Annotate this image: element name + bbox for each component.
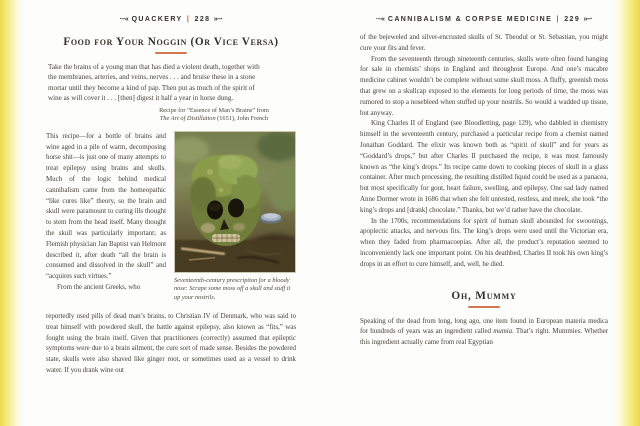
full-width-paragraph: reportedly used pills of dead man’s brains, to Christian IV of Denmark, who was said to treat himself with powdered skull, the battle against epilepsy, also known as “fits,” was fought using the brain itself. Given that practitioners (correctly) assumed that epileptic symptoms were due to a brain ailment, the cure sort of made sense. Besides the powdered state, skulls were also shaved like ginger root, or sometimes used as a vessel to drink water. If you drank wine out: [46, 312, 296, 374]
left-running-head: [46, 16, 296, 23]
body-paragraph: Speaking of the dead from long, long ago, one item found in European materia medica for hundreds of years was an ingredient called mumia. That’s right. Mummies. Whether this ingredient actually came from real Egyptian: [360, 316, 608, 347]
header-ornament-right-icon: »–·: [583, 16, 593, 23]
right-page-number: 229: [564, 16, 581, 23]
header-separator: |: [556, 16, 560, 23]
section-subheading: Oh, Mummy: [451, 289, 517, 302]
left-page: [46, 16, 296, 376]
attribution-line2: The Art of Distillation (1651), John French: [159, 115, 269, 123]
body-paragraph: From the seventeenth through nineteenth centuries, skulls were often found hanging for sale in chemists’ shops in England and throughout Europe. And one’s macabre medicine cabinet wouldn’t be complete without some skull moss. A fluffy, greenish moss that grew on a skullcap exposed to the elements for long periods of time, the moss was rumored to stop a nosebleed when stuffed up your nostrils. So would a wadded up tissue, but anyway.: [360, 54, 608, 117]
left-page-edge-gilding: [0, 0, 24, 426]
right-header-title: CANNIBALISM & CORPSE MEDICINE: [387, 16, 553, 23]
left-header-title: QUACKERY: [131, 16, 183, 23]
body-paragraph: of the bejeweled and silver-encrusted skulls of St. Theodul or St. Sebastian, you might cure your fits and fever.: [360, 33, 608, 52]
narrow-text-column: [46, 131, 166, 302]
photo-caption: Seventeenth-century prescription for a bloody nose: Scrape some moss off a skull and stuff it up your nostrils.: [174, 276, 291, 301]
header-separator: |: [186, 16, 191, 23]
header-ornament-right-icon: »–·: [213, 16, 223, 23]
article-title: Food for Your Noggin (Or Vice Versa): [63, 36, 279, 48]
body-paragraph: King Charles II of England (see Bloodletting, page 129), who dabbled in chemistry himself in the seventeenth century, purchased a particular recipe from a chemist named Jonathan Goddard. The elixir was known both as “spirit of skull” and for years as “Goddard’s drops,” but after Charles II purchased the recipe, it was most famously known as “the king’s drops.” Its recipe came down to cooking pieces of skull in a glass container. After much processing, the resulting distilled liquid could be used as a panacea, but most specifically for gout, heart failure, swelling, and epilepsy. One sad lady named Anne Dormer wrote in 1686 that when she felt unrested, restless, and meek, she took “the king’s drops and [drank] chocolate.” Thanks, but we’d rather have the chocolate.: [360, 119, 608, 214]
right-page: [360, 16, 608, 348]
text-and-photo-row: [46, 131, 296, 302]
right-running-head: [360, 16, 608, 23]
moss-skull-illustration-icon: [175, 132, 295, 272]
body-paragraph: In the 1700s, recommendations for spirit of human skull abounded for swoonings, apoplectic attacks, and nervous fits. The king’s drops were used until the Victorian era, when they faded from pharmacoepias. After all, the product’s reputation seemed to inconveniently lack one important point. On his deathbed, Charles II took his own king’s drops in an effort to cure himself, and, well, he died.: [360, 216, 608, 268]
body-paragraph: This recipe—for a bottle of brains and wine aged in a pile of warm, decomposing horse shit—is just one of many attempts to treat epilepsy using brains and skulls. Much of the logic behind medical cannibalism came from the homeopathic “like cures like” theory, so the brain and skull were paramount to curing ills thought to stem from the head itself. Many thought the skull was particularly important; as Flemish physician Jan Baptist van Helmont described it, after death “all the brain is consumed and dissolved in the skull” and “acquires such virtues.”: [46, 131, 166, 281]
mummy-paragraph: [360, 316, 608, 348]
right-page-edge-gilding: [613, 0, 640, 426]
header-ornament-left-icon: ·–«: [119, 16, 129, 23]
italic-term: mumia: [493, 327, 513, 336]
recipe-attribution: [134, 107, 294, 124]
moss-skull-photo: [174, 131, 296, 273]
subheading-rule: [468, 306, 500, 308]
right-body-text: [360, 32, 608, 270]
moss-skull-figure: [174, 131, 296, 302]
title-rule: [155, 52, 187, 54]
body-paragraph: From the ancient Greeks, who: [57, 282, 141, 291]
left-page-number: 228: [194, 16, 211, 23]
recipe-blockquote: Take the brains of a young man that has died a violent death, together with the membranes, arteries, and veins, nerves . . . and bruise these in a stone mortar until they become a kind of pap. Then put as much of the spirit of wine as will cover it . . . [then] digest it half a year in horse dung.: [48, 63, 260, 102]
attribution-line1: Recipe for “Essence of Man’s Brains” from: [159, 107, 269, 115]
header-ornament-left-icon: ·–«: [375, 16, 385, 23]
